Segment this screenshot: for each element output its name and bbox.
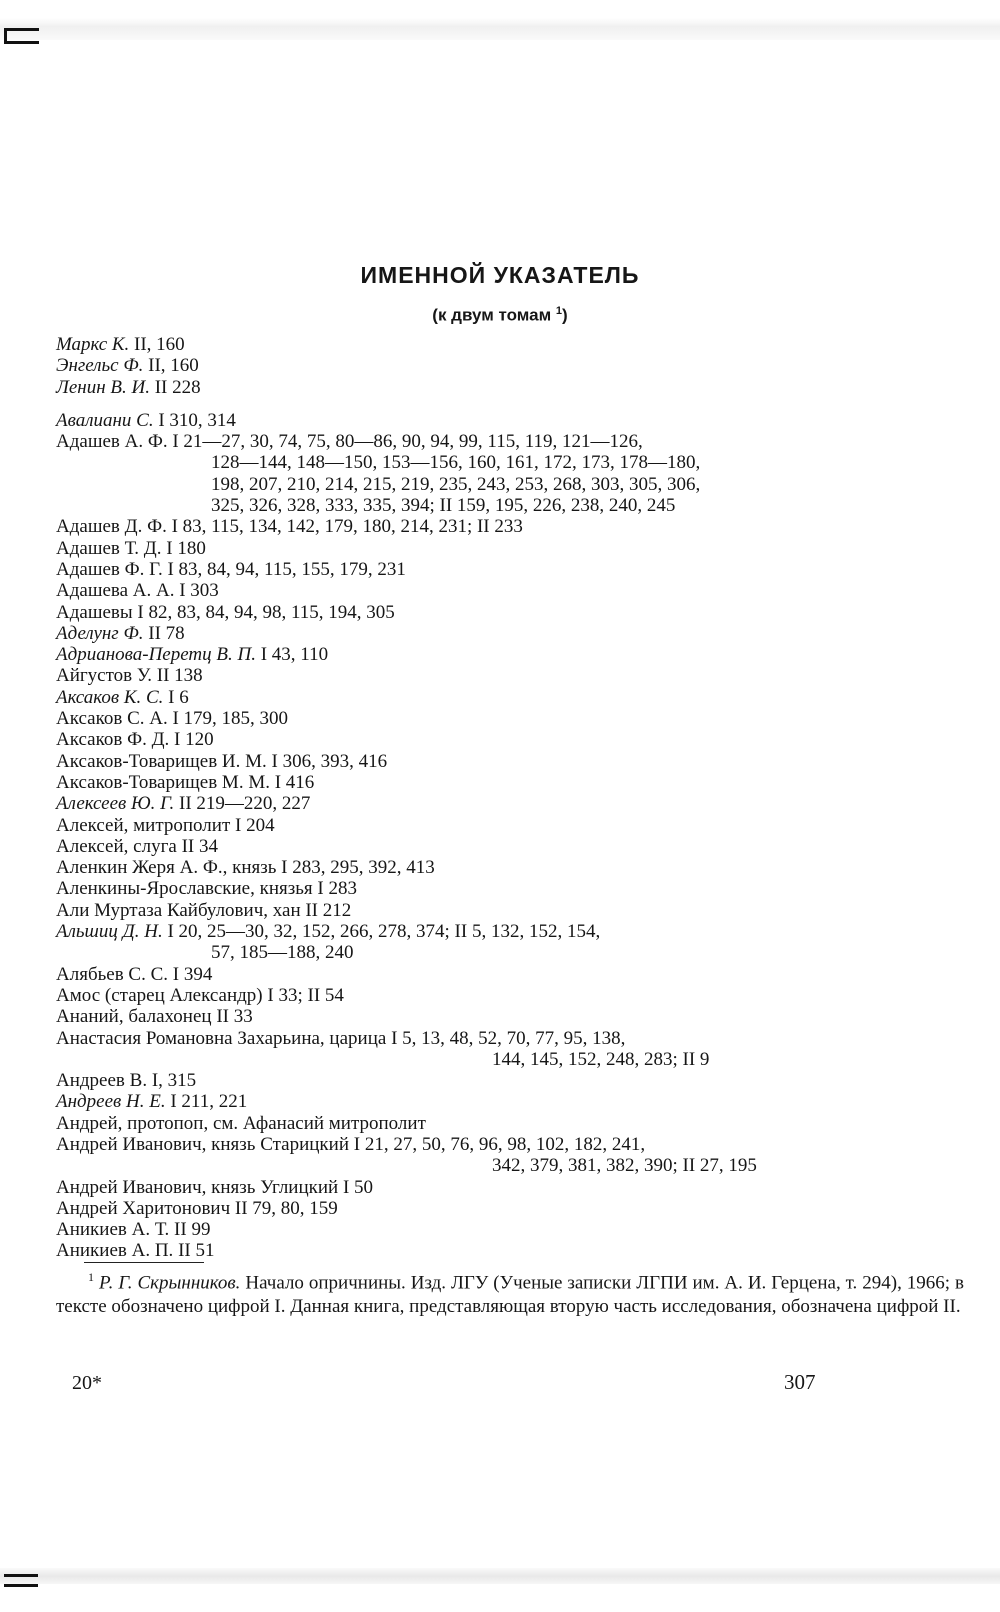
index-entry xyxy=(56,1198,836,1219)
entry-refs: I 83, 115, 134, 142, 179, 180, 214, 231; II 233 xyxy=(171,516,523,538)
entry-refs: I 50 xyxy=(342,1176,374,1198)
entry-refs-continued: 128—144, 148—150, 153—156, 160, 161, 172, 173, 178—180, xyxy=(211,452,701,474)
entry-name: Алексей, слуга xyxy=(56,835,177,857)
entry-refs: II, 160 xyxy=(148,355,199,377)
entry-refs-continued: 57, 185—188, 240 xyxy=(211,942,354,964)
entry-refs: I 120 xyxy=(174,729,214,751)
scan-edge-bottom xyxy=(0,1568,1000,1584)
entry-refs: I 283 xyxy=(317,878,357,900)
index-entry xyxy=(56,751,836,772)
index-entry xyxy=(56,729,836,750)
index-entry xyxy=(56,900,836,921)
footnote-author: Р. Г. Скрынников. xyxy=(98,1272,241,1294)
index-entry xyxy=(56,878,836,899)
subtitle-footnote-mark: 1 xyxy=(555,305,563,317)
entry-name: Аленкин Жеря А. Ф., князь xyxy=(56,857,277,879)
page-title: ИМЕННОЙ УКАЗАТЕЛЬ xyxy=(360,262,640,288)
entry-name: Алексей, митрополит xyxy=(56,814,231,836)
index-entry xyxy=(56,644,836,665)
index-entry xyxy=(56,1177,836,1198)
index-entry xyxy=(56,985,836,1006)
entry-name: Айгустов У. xyxy=(56,665,152,687)
scan-edge-top xyxy=(0,18,1000,40)
entry-name: Аксаков К. С. xyxy=(56,686,164,708)
entry-name: Андрей Иванович, князь Старицкий xyxy=(56,1133,349,1155)
index-entry xyxy=(56,1219,836,1240)
entry-name: Адашев Д. Ф. xyxy=(56,516,167,538)
entry-name: Анастасия Романовна Захарьина, царица xyxy=(56,1027,387,1049)
scan-mark-bottom-left xyxy=(4,1574,38,1587)
entry-name: Альшиц Д. Н. xyxy=(56,921,163,943)
index-primary-group xyxy=(56,334,836,398)
entry-refs: II 99 xyxy=(174,1219,211,1241)
index-entry xyxy=(56,334,836,355)
page-number: 307 xyxy=(784,1370,816,1394)
index-entry xyxy=(56,516,836,537)
entry-refs: I, 315 xyxy=(151,1070,197,1092)
entry-refs: II 138 xyxy=(156,665,203,687)
index-entry xyxy=(56,602,836,623)
entry-name: Аделунг Ф. xyxy=(56,622,144,644)
entry-name: Адашева А. А. xyxy=(56,580,175,602)
index-entry xyxy=(56,921,836,964)
index-entry xyxy=(56,1240,836,1261)
entry-refs: II 78 xyxy=(148,622,185,644)
entry-name: Энгельс Ф. xyxy=(56,355,144,377)
index-entry xyxy=(56,1113,836,1134)
index-entry xyxy=(56,964,836,985)
entry-refs: I 5, 13, 48, 52, 70, 77, 95, 138, xyxy=(391,1027,626,1049)
index-entry xyxy=(56,538,836,559)
index-entry xyxy=(56,793,836,814)
entry-name: Адрианова-Перетц В. П. xyxy=(56,644,256,666)
footnote-rule xyxy=(84,1262,204,1263)
entry-refs: I 43, 110 xyxy=(260,644,329,666)
entry-name: Адашев Ф. Г. xyxy=(56,558,163,580)
entry-refs: I 306, 393, 416 xyxy=(271,750,388,772)
entry-refs: I 303 xyxy=(179,580,219,602)
entry-refs: I 83, 84, 94, 115, 155, 179, 231 xyxy=(167,558,406,580)
entry-refs: II 79, 80, 159 xyxy=(234,1197,338,1219)
index-entry xyxy=(56,687,836,708)
index-entry xyxy=(56,410,836,431)
entry-refs: II 219—220, 227 xyxy=(179,793,311,815)
index-entry xyxy=(56,377,836,398)
entry-name: Аленкины-Ярославские, князья xyxy=(56,878,313,900)
entry-name: Адашевы xyxy=(56,601,133,623)
page-subtitle xyxy=(0,305,1000,326)
subtitle-text: (к двум томам xyxy=(432,305,552,325)
footnote-mark: 1 xyxy=(88,1270,94,1284)
entry-refs-continued: 342, 379, 381, 382, 390; II 27, 195 xyxy=(492,1155,757,1177)
index-main-group xyxy=(56,410,836,1262)
entry-name: Аксаков С. А. xyxy=(56,708,168,730)
index-entry xyxy=(56,431,836,516)
entry-name: Амос (старец Александр) xyxy=(56,984,263,1006)
entry-name: Аксаков-Товарищев М. М. xyxy=(56,771,270,793)
entry-name: Андрей Харитонович xyxy=(56,1197,231,1219)
entry-name: Маркс К. xyxy=(56,334,130,355)
entry-name: Алябьев С. С. xyxy=(56,963,169,985)
entry-refs: II 228 xyxy=(154,376,201,398)
entry-name: Адашев А. Ф. xyxy=(56,431,168,453)
entry-refs: I 6 xyxy=(168,686,189,708)
entry-name: Али Муртаза Кайбулович, хан xyxy=(56,899,301,921)
entry-refs: II 51 xyxy=(178,1240,215,1262)
entry-name: Аксаков-Товарищев И. М. xyxy=(56,750,267,772)
entry-refs: II 212 xyxy=(305,899,352,921)
entry-name: Андреев В. xyxy=(56,1070,148,1092)
entry-refs: I 310, 314 xyxy=(158,409,236,431)
entry-refs: I 416 xyxy=(274,771,315,793)
index-group-gap xyxy=(56,398,836,410)
name-index xyxy=(56,334,836,1262)
entry-refs: I 204 xyxy=(235,814,275,836)
index-entry xyxy=(56,815,836,836)
entry-refs-continued: 325, 326, 328, 333, 335, 394; II 159, 195, 226, 238, 240, 245 xyxy=(211,495,676,517)
entry-refs: I 20, 25—30, 32, 152, 266, 278, 374; II 5, 132, 152, 154, xyxy=(167,921,601,943)
index-entry xyxy=(56,580,836,601)
entry-name: Аксаков Ф. Д. xyxy=(56,729,170,751)
footnote-text: Начало опричнины. Изд. ЛГУ (Ученые записки ЛГПИ им. А. И. Герцена, т. 294), 1966; в тексте обозначено цифрой I. Данная книга, представляющая вторую часть исследования, обозначена цифрой II. xyxy=(56,1272,964,1318)
index-entry xyxy=(56,857,836,878)
index-entry xyxy=(56,836,836,857)
index-entry xyxy=(56,355,836,376)
footnote xyxy=(56,1265,964,1319)
entry-refs: I 21—27, 30, 74, 75, 80—86, 90, 94, 99, 115, 119, 121—126, xyxy=(172,431,643,453)
index-entry xyxy=(56,623,836,644)
subtitle-close: ) xyxy=(562,305,568,325)
index-entry xyxy=(56,1091,836,1112)
entry-refs: II 33 xyxy=(216,1006,253,1028)
entry-name: Андреев Н. Е. xyxy=(56,1091,166,1113)
entry-refs: I 211, 221 xyxy=(170,1091,248,1113)
index-entry xyxy=(56,559,836,580)
entry-refs: I 82, 83, 84, 94, 98, 115, 194, 305 xyxy=(137,601,395,623)
entry-refs: I 21, 27, 50, 76, 96, 98, 102, 182, 241, xyxy=(353,1133,646,1155)
scan-mark-top-left xyxy=(4,28,39,44)
entry-refs: II, 160 xyxy=(134,334,185,355)
entry-refs-continued: 144, 145, 152, 248, 283; II 9 xyxy=(492,1048,710,1070)
index-entry xyxy=(56,772,836,793)
index-entry xyxy=(56,1006,836,1027)
index-entry xyxy=(56,708,836,729)
entry-name: Авалиани С. xyxy=(56,409,154,431)
index-entry xyxy=(56,665,836,686)
footnote-paragraph xyxy=(56,1265,964,1319)
entry-name: Ленин В. И. xyxy=(56,376,150,398)
entry-name: Аникиев А. Т. xyxy=(56,1219,170,1241)
entry-name: Андрей Иванович, князь Углицкий xyxy=(56,1176,339,1198)
entry-refs: I 180 xyxy=(166,537,206,559)
entry-refs: I 283, 295, 392, 413 xyxy=(281,857,435,879)
entry-refs: I 33; II 54 xyxy=(267,984,344,1006)
index-entry xyxy=(56,1028,836,1071)
entry-refs: I 179, 185, 300 xyxy=(172,708,289,730)
entry-name: Ананий, балахонец xyxy=(56,1006,212,1028)
entry-name: Адашев Т. Д. xyxy=(56,537,162,559)
entry-name: Аникиев А. П. xyxy=(56,1240,174,1262)
index-entry xyxy=(56,1070,836,1091)
printer-signature: 20* xyxy=(72,1372,102,1394)
entry-refs: I 394 xyxy=(172,963,213,985)
entry-refs-continued: 198, 207, 210, 214, 215, 219, 235, 243, 253, 268, 303, 305, 306, xyxy=(211,473,701,495)
entry-name: Андрей, протопоп, см. Афанасий митрополит xyxy=(56,1112,426,1134)
entry-name: Алексеев Ю. Г. xyxy=(56,793,175,815)
index-entry xyxy=(56,1134,836,1177)
entry-refs: II 34 xyxy=(181,835,218,857)
